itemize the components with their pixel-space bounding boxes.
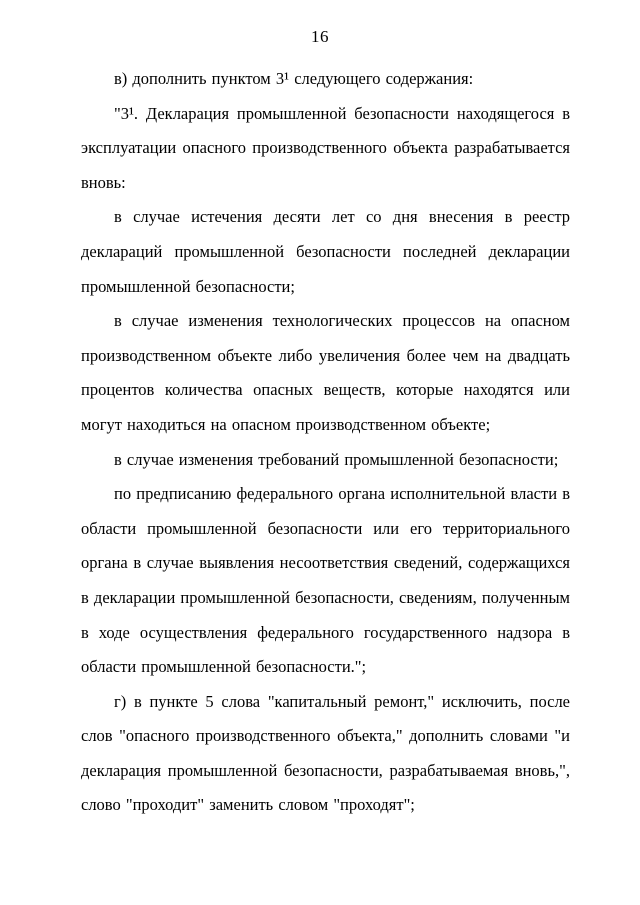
body-paragraph: "3¹. Декларация промышленной безопасности находящегося в эксплуатации опасного производственного объекта разрабатывается вновь: <box>81 103 570 192</box>
document-body <box>81 62 570 823</box>
body-paragraph: в случае изменения технологических процессов на опасном производственном объекте либо увеличения более чем на двадцать процентов количества опасных веществ, которые находятся или могут находиться на опасном производственном объекте; <box>81 311 570 434</box>
body-paragraph: в) дополнить пунктом 3¹ следующего содержания: <box>114 69 474 88</box>
body-paragraph: г) в пункте 5 слова "капитальный ремонт," исключить, после слов "опасного производственного объекта," дополнить словами "и декларация промышленной безопасности, разрабатываемая вновь,", слово "проходит" заменить словом "проходят"; <box>81 691 570 815</box>
body-paragraph: в случае истечения десяти лет со дня внесения в реестр деклараций промышленной безопасности последней декларации промышленной безопасности; <box>81 207 570 296</box>
body-paragraph: в случае изменения требований промышленной безопасности; <box>114 449 559 469</box>
page-number: 16 <box>311 27 329 46</box>
body-paragraph: по предписанию федерального органа исполнительной власти в области промышленной безопасности или его территориального органа в случае выявления несоответствия сведений, содержащихся в декларации промышленной безопасности, сведениям, полученным в ходе осуществления федерального государственного надзора в области промышленной безопасности."; <box>81 484 570 677</box>
